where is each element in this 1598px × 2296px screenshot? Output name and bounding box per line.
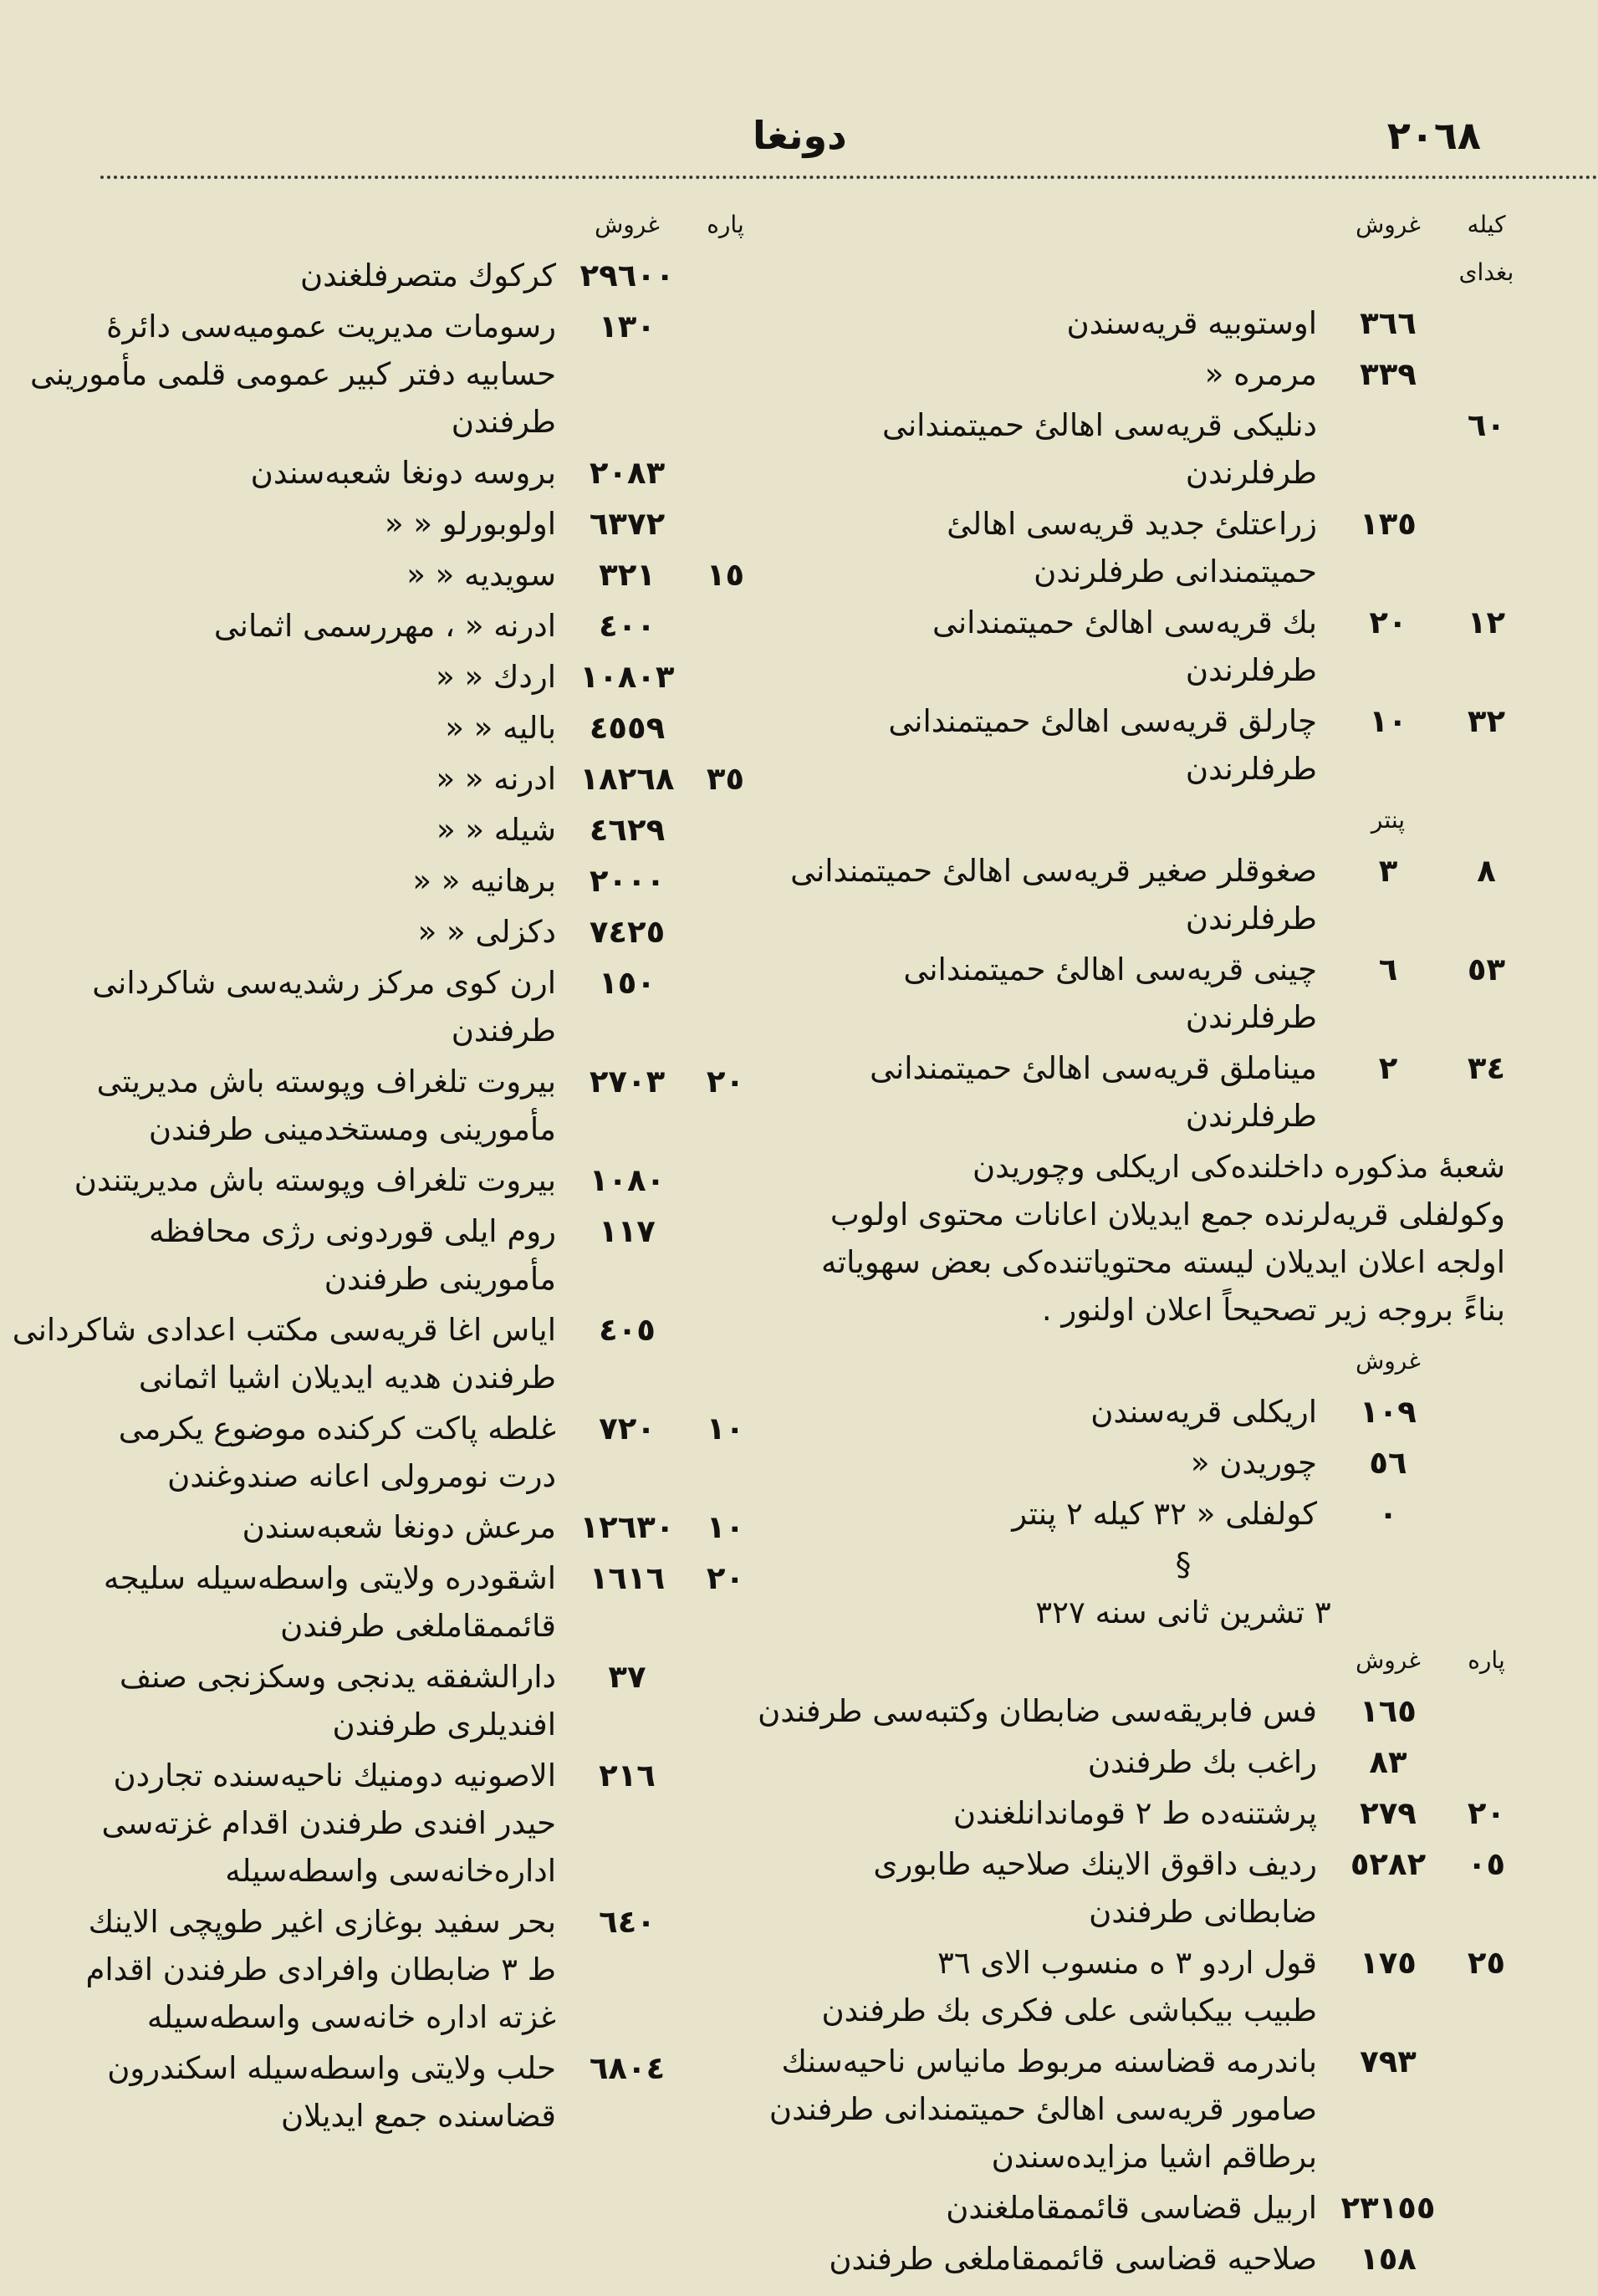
entry-row: [74, 1156, 769, 1204]
entry-description: [836, 1044, 1334, 1140]
entry-line: مرعش دونغا شعبه‌سندن: [242, 1509, 556, 1545]
entry-line: ارن کوی مرکز رشدیه‌سی شاکردانی: [92, 965, 556, 1001]
entry-gurus-value: ١٠٨٠٣: [579, 659, 675, 695]
entry-col1-value: [1442, 2235, 1530, 2283]
entry-gurus-value: ٨٣: [1369, 1744, 1407, 1780]
entry-gurus-value: ٤٠٥: [599, 1312, 656, 1348]
entry-row: [92, 959, 769, 1054]
entry-row: [836, 946, 1530, 1041]
entry-row: [836, 350, 1530, 398]
entry-description: [836, 946, 1334, 1041]
entry-line: زراعتلیٔ جدید قریه‌سی اهالیٔ: [947, 506, 1317, 542]
entry-row: [109, 1503, 769, 1551]
entry-gurus-value: ٠: [1378, 1496, 1398, 1532]
column-header: [836, 201, 1530, 296]
entry-row: [96, 1058, 769, 1153]
entry-row: [109, 653, 769, 701]
entry-description: [104, 1554, 573, 1650]
entry-line: مرمره «: [1204, 356, 1317, 392]
entry-col1-value: [682, 704, 769, 752]
entry-col1-value: [682, 1898, 769, 2041]
entry-description: [109, 551, 573, 599]
entry-col1-value: ٥٣: [1467, 952, 1506, 987]
entry-description: [836, 500, 1334, 595]
column-header-2: پنتر: [1371, 806, 1406, 834]
entry-row: [30, 303, 769, 446]
entry-line: اریکلی قریه‌سندن: [1090, 1394, 1317, 1430]
entry-description: [109, 704, 573, 752]
entry-description: [836, 1388, 1334, 1436]
entry-row: [109, 2044, 769, 2140]
left-column: [12, 201, 769, 2143]
entry-col1-value: [1442, 299, 1530, 347]
column-header-spacer: [836, 1337, 1334, 1385]
entry-line: صلاحیه قضاسی قائممقاملغی طرفندن: [829, 2241, 1317, 2277]
entry-row: [109, 806, 769, 854]
column-header-1: [1442, 796, 1530, 844]
entry-row: [109, 449, 769, 497]
entry-gurus-value: ٢٠٠٠: [589, 863, 666, 899]
entry-row: [758, 1687, 1530, 1735]
entry-description: [109, 857, 573, 905]
entry-gurus-value: ١٠: [1369, 703, 1407, 739]
entry-line: الاصونیه دومنیك ناحیه‌سنده تجاردن: [113, 1758, 556, 1793]
entry-row: [836, 1738, 1530, 1786]
entry-gurus-value: ٦٨٠٤: [589, 2050, 666, 2086]
entry-line: طرفندن هدیه ایدیلان اشیا اثمانی: [138, 1360, 556, 1395]
entry-line: مأمورینی ومستخدمینی طرفندن: [148, 1111, 556, 1147]
entry-col1-value: [682, 857, 769, 905]
entry-gurus-value: ٢٧٠٣: [589, 1064, 666, 1100]
entry-description: [829, 2235, 1334, 2283]
column-header: [109, 201, 769, 248]
entry-gurus-value: ١٥٨: [1360, 2241, 1417, 2277]
entry-col1-value: [682, 2044, 769, 2140]
entry-gurus-value: ١٦٥: [1360, 1693, 1417, 1729]
entry-col1-value: [682, 1207, 769, 1303]
entry-description: [836, 1789, 1334, 1837]
entry-description: [109, 908, 573, 956]
entry-row: [836, 697, 1530, 793]
entry-line: ط ٣ ضابطان وافرادی طرفندن اقدام: [85, 1952, 556, 1987]
entry-col1-value: [682, 500, 769, 548]
entry-gurus-value: ٢١٦: [599, 1758, 656, 1793]
entry-line: اداره‌خانه‌سی واسطه‌سیله: [225, 1853, 556, 1889]
entry-row: [109, 551, 769, 599]
entry-col1-value: [682, 449, 769, 497]
entry-line: طرفلرندن: [1185, 652, 1317, 688]
entry-gurus-value: ١٨٢٦٨: [579, 761, 675, 797]
dotted-rule: [100, 176, 1598, 179]
entry-row: [836, 2184, 1530, 2232]
entry-line: طرفلرندن: [1185, 455, 1317, 491]
entry-line: برهانیه « «: [412, 863, 556, 899]
entry-row: [836, 1044, 1530, 1140]
column-header-spacer: [836, 1636, 1334, 1684]
entry-line: طرفلرندن: [1185, 751, 1317, 787]
entry-line: افندیلری طرفندن: [332, 1707, 556, 1742]
entry-description: [85, 1898, 573, 2041]
entry-row: [836, 1439, 1530, 1487]
entry-line: صغوقلر صغیر قریه‌سی اهالیٔ حمیتمندانی: [790, 853, 1317, 889]
entry-description: [109, 806, 573, 854]
entry-row: [790, 847, 1530, 942]
entry-description: [101, 1752, 573, 1895]
entry-col1-value: ١٢: [1467, 605, 1506, 640]
entry-row: [836, 500, 1530, 595]
column-header-spacer: [836, 201, 1334, 296]
entry-row: [836, 1840, 1530, 1936]
entry-description: [109, 1207, 573, 1303]
entry-description: [836, 2184, 1334, 2232]
entry-gurus-value: ٣٦٦: [1360, 305, 1417, 341]
entry-description: [790, 847, 1334, 942]
entry-description: [109, 449, 573, 497]
entry-gurus-value: ١٥٠: [599, 965, 656, 1001]
page-number: ٢٠٦٨: [1386, 113, 1481, 158]
entry-description: [92, 959, 573, 1054]
entry-row: [109, 908, 769, 956]
entry-description: [109, 653, 573, 701]
column-header-1: پاره: [707, 211, 744, 238]
entry-row: [821, 1939, 1530, 2034]
entry-gurus-value: ٢٣١٥٥: [1340, 2190, 1436, 2226]
entry-row: [836, 1490, 1530, 1538]
entry-col1-value: [1442, 2038, 1530, 2181]
entry-gurus-value: ١٣٥: [1360, 506, 1417, 542]
column-header-1: کیله بغدای: [1458, 211, 1514, 286]
entry-line: برطاقم اشیا مزایده‌سندن: [991, 2139, 1317, 2175]
entry-line: قائممقاملغی طرفندن: [280, 1608, 556, 1644]
entry-col1-value: [682, 252, 769, 299]
entry-line: طرفندن: [451, 1013, 556, 1049]
entry-col1-value: [1442, 1738, 1530, 1786]
paragraph-line: بناءً بروجه زیر تصحیحاً اعلان اولنور .: [1041, 1292, 1505, 1328]
entry-col1-value: ٨: [1477, 853, 1496, 889]
entry-gurus-value: ٤٠٠: [599, 608, 656, 644]
entry-gurus-value: ٢٠٨٣: [589, 455, 666, 491]
entry-line: ردیف داقوق الاینك صلاحیه طابوری: [873, 1846, 1317, 1882]
entry-row: [85, 1898, 769, 2041]
entry-gurus-value: ١٣٠: [599, 309, 656, 344]
entry-description: [109, 1653, 573, 1748]
entry-line: شیله « «: [436, 812, 556, 848]
notice-paragraph: [821, 1143, 1530, 1334]
entry-col1-value: [682, 303, 769, 446]
entry-description: [109, 1503, 573, 1551]
entry-line: دکزلی « «: [417, 914, 556, 950]
entry-line: بروسه دونغا شعبه‌سندن: [250, 455, 556, 491]
entry-gurus-value: ٥٢٨٢: [1350, 1846, 1427, 1882]
entry-line: ادرنه « «: [436, 761, 556, 797]
entry-col1-value: [1442, 1687, 1530, 1735]
entry-line: کرکوك متصرفلغندن: [299, 258, 556, 293]
entry-line: صامور قریه‌سی اهالیٔ حمیتمندانی طرفندن: [768, 2091, 1317, 2127]
entry-description: [836, 1840, 1334, 1936]
entry-line: چینی قریه‌سی اهالیٔ حمیتمندانی: [903, 952, 1317, 987]
entry-gurus-value: ٢٠: [1369, 605, 1407, 640]
entry-line: میناملق قریه‌سی اهالیٔ حمیتمندانی: [870, 1050, 1317, 1086]
entry-col1-value: ١٠: [706, 1509, 745, 1545]
entry-col1-value: ٢٠: [706, 1064, 745, 1100]
entry-line: باندرمه قضاسنه مربوط مانیاس ناحیه‌سنك: [781, 2043, 1317, 2079]
date-line: ٣ تشرین ثانی سنه ٣٢٧: [1035, 1594, 1331, 1630]
entry-col1-value: [682, 806, 769, 854]
entry-row: [109, 857, 769, 905]
entry-line: غزته اداره خانه‌سی واسطه‌سیله: [146, 1999, 556, 2035]
entry-description: [74, 1156, 573, 1204]
column-header-1: پاره: [1468, 1646, 1505, 1674]
column-header-spacer: [836, 796, 1334, 844]
entry-description: [109, 500, 573, 548]
entry-col1-value: [1442, 2184, 1530, 2232]
entry-row: [109, 252, 769, 299]
entry-line: اوستوبیه قریه‌سندن: [1066, 305, 1317, 341]
entry-col1-value: [682, 1156, 769, 1204]
column-header-2: غروش: [1355, 211, 1421, 238]
entry-row: [109, 1207, 769, 1303]
entry-gurus-value: ٣٣٩: [1360, 356, 1417, 392]
entry-line: غلطه پاکت کرکنده موضوع یکرمی: [118, 1411, 556, 1446]
entry-row: [109, 1405, 769, 1500]
column-header: [836, 1636, 1530, 1684]
paragraph-line: اولجه اعلان ایدیلان لیسته محتویاتنده‌کی بعض سهویاته: [821, 1244, 1505, 1280]
entry-line: بحر سفید بوغازی اغیر طوپچی الاینك: [88, 1904, 556, 1940]
entry-col1-value: ٢٠: [1467, 1795, 1506, 1831]
entry-description: [836, 350, 1334, 398]
entry-line: روم ایلی قوردونی رژی محافظه: [148, 1213, 556, 1249]
entry-row: [836, 401, 1530, 497]
entry-row: [836, 1789, 1530, 1837]
paragraph-line: شعبهٔ مذکوره داخلنده‌کی اریکلی وچوریدن: [972, 1149, 1505, 1185]
entry-gurus-value: ٣٧: [608, 1659, 646, 1695]
entry-line: پرشتنه‌ده ط ٢ قوماندانلغندن: [952, 1795, 1317, 1831]
entry-col1-value: ١٥: [706, 557, 745, 593]
entry-row: [109, 602, 769, 650]
entry-description: [107, 2044, 573, 2140]
entry-line: قول اردو ٣ ه منسوب الای ٣٦: [937, 1945, 1317, 1981]
entry-row: [109, 755, 769, 803]
entry-description: [836, 697, 1334, 793]
entry-description: [109, 252, 573, 299]
entry-line: کولفلی « ٣٢ کیله ٢ پنتر: [1012, 1496, 1317, 1532]
entry-line: طرفلرندن: [1185, 1098, 1317, 1134]
entry-gurus-value: ١١٧: [599, 1213, 656, 1249]
entry-line: بالیه « «: [445, 710, 556, 746]
entry-row: [836, 299, 1530, 347]
entry-description: [30, 303, 573, 446]
entry-line: بیروت تلغراف وپوسته باش مدیریتی: [96, 1064, 556, 1100]
entry-description: [836, 299, 1334, 347]
entry-col1-value: [682, 959, 769, 1054]
column-header-2: غروش: [595, 211, 660, 238]
entry-col1-value: ٠٥: [1467, 1846, 1506, 1882]
entry-row: [109, 704, 769, 752]
entry-gurus-value: ٦: [1378, 952, 1398, 987]
entry-col1-value: [1442, 350, 1530, 398]
entry-line: طبیب بیکباشی علی فکری بك طرفندن: [821, 1992, 1317, 2028]
entry-line: ادرنه « ، مهررسمی اثمانی: [213, 608, 556, 644]
entry-line: راغب بك طرفندن: [1087, 1744, 1317, 1780]
entry-line: چارلق قریه‌سی اهالیٔ حمیتمندانی: [888, 703, 1317, 739]
entry-col1-value: [1442, 1388, 1530, 1436]
entry-col1-value: ٣٢: [1467, 703, 1506, 739]
entry-col1-value: ٣٥: [706, 761, 745, 797]
entry-gurus-value: ١٢٦٣٠: [579, 1509, 675, 1545]
entry-gurus-value: ٦٣٧٢: [589, 506, 666, 542]
entry-col1-value: [682, 1306, 769, 1401]
entry-gurus-value: ٣٢١: [599, 557, 656, 593]
column-header-2: غروش: [1355, 1646, 1421, 1674]
entry-col1-value: [682, 1752, 769, 1895]
entry-col1-value: ١٠: [706, 1411, 745, 1446]
entry-line: حمیتمندانی طرفلرندن: [1034, 554, 1317, 589]
column-header-2: غروش: [1355, 1347, 1421, 1375]
entry-line: بیروت تلغراف وپوسته باش مدیریتندن: [74, 1162, 556, 1198]
entry-gurus-value: ٣: [1378, 853, 1398, 889]
entry-gurus-value: ١٠٩: [1360, 1394, 1417, 1430]
entry-description: [821, 1939, 1334, 2034]
entry-line: اولوبورلو « «: [385, 506, 556, 542]
entry-description: [836, 1738, 1334, 1786]
entry-description: [758, 1687, 1334, 1735]
entry-description: [109, 602, 573, 650]
entry-line: سویدیه « «: [406, 557, 556, 593]
entry-row: [109, 1653, 769, 1748]
entry-description: [836, 1490, 1334, 1538]
entry-row: [836, 1388, 1530, 1436]
entry-description: [97, 1058, 573, 1153]
entry-col1-value: [1442, 1439, 1530, 1487]
entry-line: بك قریه‌سی اهالیٔ حمیتمندانی: [932, 605, 1317, 640]
entry-gurus-value: ٢٧٩: [1360, 1795, 1417, 1831]
entry-col1-value: [1442, 500, 1530, 595]
entry-row: [101, 1752, 769, 1895]
entry-line: اربیل قضاسی قائممقاملغندن: [946, 2190, 1317, 2226]
entry-row: [12, 1306, 769, 1401]
entry-line: ضابطانی طرفندن: [1089, 1894, 1317, 1930]
entry-gurus-value: ١٧٥: [1360, 1945, 1417, 1981]
column-header-1: [1442, 1337, 1530, 1385]
entry-col1-value: [682, 653, 769, 701]
entry-gurus-value: ٤٥٥٩: [589, 710, 666, 746]
entry-gurus-value: ٢: [1378, 1050, 1398, 1086]
entry-description: [109, 755, 573, 803]
entry-col1-value: [682, 908, 769, 956]
entry-line: اشقودره ولایتی واسطه‌سیله سلیجه: [103, 1560, 556, 1596]
entry-line: رسومات مدیریت عمومیه‌سی دائرهٔ: [106, 309, 556, 344]
entry-description: [769, 2038, 1334, 2181]
entry-col1-value: [682, 1653, 769, 1748]
entry-description: [836, 599, 1334, 694]
column-header: [836, 1337, 1530, 1385]
entry-line: طرفلرندن: [1185, 999, 1317, 1035]
entry-line: حلب ولایتی واسطه‌سیله اسکندرون: [107, 2050, 556, 2086]
entry-col1-value: ٢٠: [706, 1560, 745, 1596]
entry-row: [768, 2038, 1530, 2181]
entry-line: قضاسنده جمع ایدیلان: [280, 2098, 556, 2134]
entry-line: حیدر افندی طرفندن اقدام غزته‌سی: [101, 1805, 556, 1841]
entry-col1-value: ٣٤: [1467, 1050, 1506, 1086]
entry-row: [829, 2235, 1530, 2283]
entry-gurus-value: ٢٩٦٠٠: [579, 258, 675, 293]
entry-line: چوریدن «: [1190, 1445, 1317, 1481]
entry-description: [836, 1439, 1334, 1487]
entry-line: حسابیه دفتر کبیر عمومی قلمی مأمورینی: [30, 356, 556, 392]
entry-line: ایاس اغا قریه‌سی مکتب اعدادی شاکردانی: [12, 1312, 556, 1348]
entry-gurus-value: ٥٦: [1369, 1445, 1407, 1481]
entry-gurus-value: [1334, 401, 1442, 497]
entry-line: درت نومرولی اعانه صندوغندن: [167, 1458, 556, 1494]
entry-gurus-value: ٧٤٢٥: [589, 914, 666, 950]
section-mark: §: [1175, 1547, 1192, 1583]
column-header: [836, 796, 1530, 844]
entry-description: [109, 1405, 573, 1500]
entry-line: طرفلرندن: [1185, 901, 1317, 936]
right-column: [758, 201, 1530, 2286]
column-header-spacer: [109, 201, 573, 248]
entry-row: [836, 599, 1530, 694]
entry-line: دنلیکی قریه‌سی اهالیٔ حمیتمندانی: [882, 407, 1317, 443]
entry-col1-value: ٢٥: [1467, 1945, 1506, 1981]
entry-col1-value: [682, 602, 769, 650]
entry-line: طرفندن: [451, 404, 556, 440]
entry-row: [109, 500, 769, 548]
entry-gurus-value: ٧٩٣: [1360, 2043, 1417, 2079]
entry-gurus-value: ١٦١٦: [589, 1560, 666, 1596]
entry-col1-value: ٦٠: [1467, 407, 1506, 443]
entry-gurus-value: ٧٢٠: [599, 1411, 656, 1446]
entry-row: [103, 1554, 769, 1650]
entry-line: مأمورینی طرفندن: [324, 1261, 556, 1297]
entry-description: [13, 1306, 573, 1401]
entry-col1-value: [1442, 1490, 1530, 1538]
entry-gurus-value: ٤٦٢٩: [589, 812, 666, 848]
entry-description: [836, 401, 1334, 497]
paragraph-line: وکولفلی قریه‌لرنده جمع ایدیلان اعانات محتوی اولوب: [830, 1196, 1505, 1232]
entry-gurus-value: ١٠٨٠: [589, 1162, 666, 1198]
entry-line: دارالشفقه یدنجی وسکزنجی صنف: [119, 1659, 556, 1695]
page-title: دونغا: [753, 113, 847, 158]
entry-gurus-value: ٦٤٠: [599, 1904, 656, 1940]
entry-line: اردك « «: [436, 659, 556, 695]
entry-line: فس فابریقه‌سی ضابطان وکتبه‌سی طرفندن: [758, 1693, 1317, 1729]
